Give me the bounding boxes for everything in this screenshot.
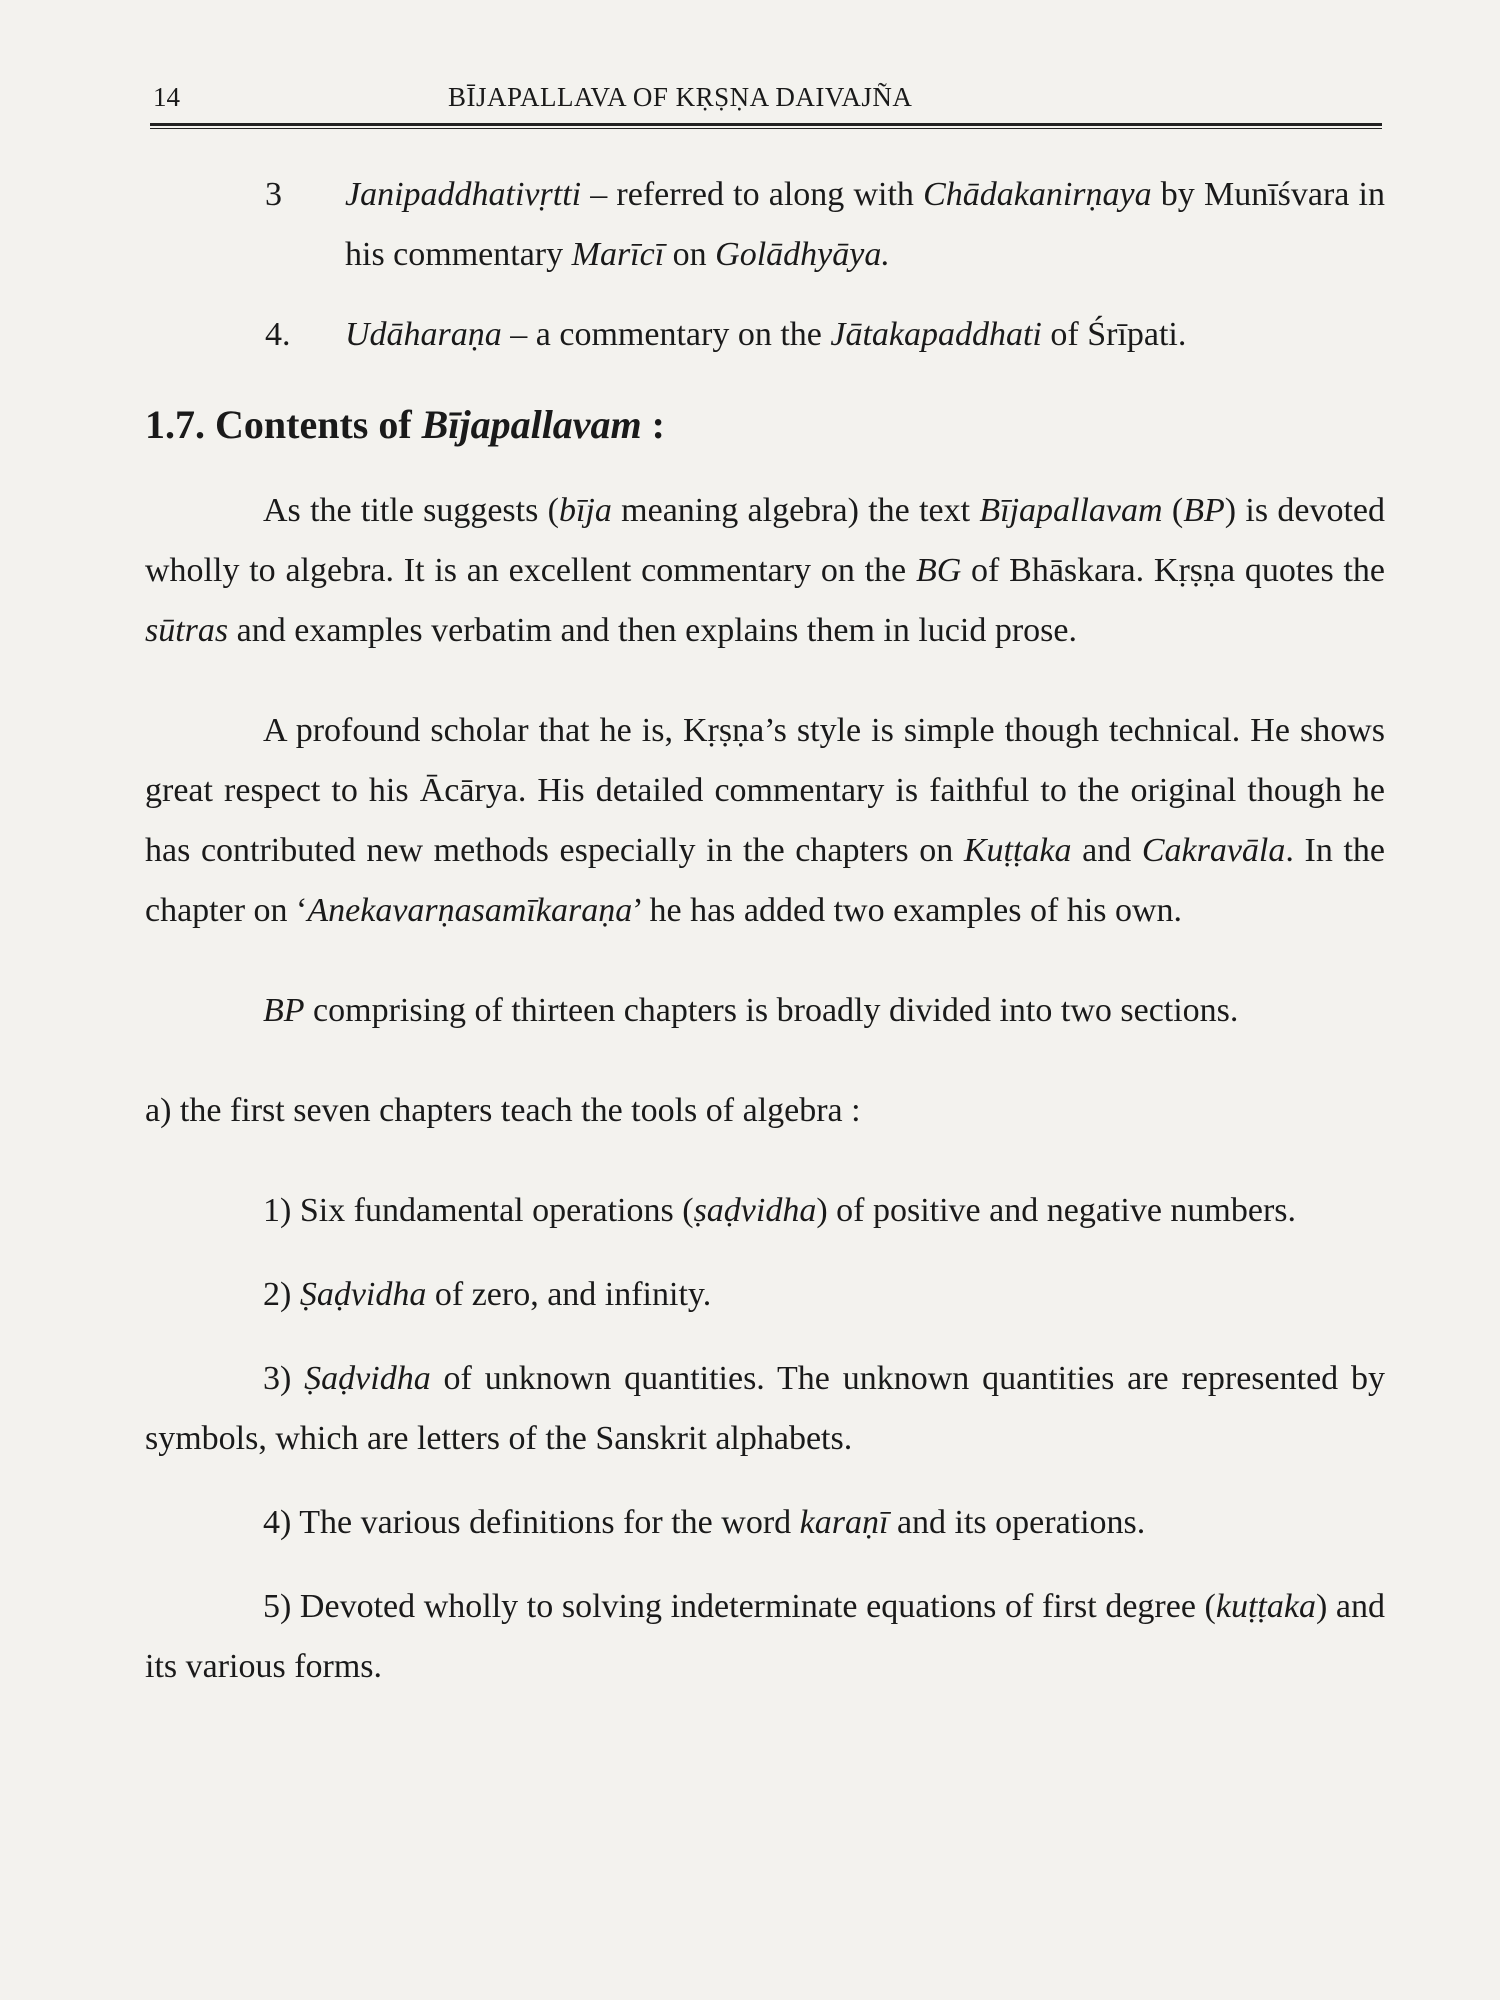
text: and its operations. [888,1504,1146,1541]
text: . In the chapter on ‘ [145,832,1385,929]
text: 4) The various definitions for the word [263,1504,800,1541]
text-italic: bīja [558,492,612,529]
numbered-point [145,1349,1385,1469]
text: ) is devoted wholly to algebra. It is an excellent commentary on the [145,492,1385,589]
page-header [153,82,1380,122]
text: – a commentary on the [501,316,831,353]
text: ) and its various forms. [145,1588,1385,1685]
work-title: Janipaddhativṛtti [345,176,582,213]
work-title: Jātakapaddhati [830,316,1042,353]
text: 5) Devoted wholly to solving indeterminate equations of first degree ( [263,1588,1216,1625]
text: A profound scholar that he is, Kṛṣṇa’s style is simple though technical. He shows great respect to his Ācārya. His detailed commentary is faithful to the original though he has contributed new methods especially in the chapters on [145,712,1385,869]
work-title: Chādakanirṇaya [923,176,1152,213]
list-number: 3 [265,176,282,213]
heading-italic: Bījapallavam [421,402,642,447]
text-italic: Bījapallavam [979,492,1163,529]
work-title: Golādhyāya. [715,236,890,273]
text: comprising of thirteen chapters is broadly divided into two sections. [304,992,1239,1029]
paragraph [145,701,1385,941]
work-title: Udāharaṇa [345,316,502,353]
heading-text: : [641,402,665,447]
text-italic: Ṣaḍvidha [304,1360,431,1397]
text: of unknown quantities. The unknown quantities are represented by symbols, which are letters of the Sanskrit alphabets. [145,1360,1386,1457]
text: on [664,236,716,273]
text-italic: BP [263,992,305,1029]
text: by Munīśvara in his commentary [345,176,1386,273]
section-heading [145,395,1385,455]
work-title: Marīcī [571,236,665,273]
header-rule [150,123,1382,129]
text: ) of positive and negative numbers. [816,1192,1296,1229]
list-number: 4. [265,316,291,353]
text-italic: BG [915,552,962,589]
heading-text: 1.7. Contents of [145,402,422,447]
text: meaning algebra) the text [611,492,980,529]
text-italic: BP [1183,492,1225,529]
text-italic: kuṭṭaka [1215,1588,1316,1625]
paragraph [145,981,1385,1041]
text-italic: ṣaḍvidha [693,1192,817,1229]
text-italic: Anekavarṇasamīkaraṇa [307,892,633,929]
list-item [145,165,1385,285]
text: ’ he has added two examples of his own. [632,892,1183,929]
numbered-point [145,1181,1385,1241]
list-item [145,305,1385,365]
text: of zero, and infinity. [426,1276,712,1313]
page-number: 14 [153,82,180,112]
numbered-point [145,1493,1385,1553]
text-italic: sūtras [145,612,229,649]
text: As the title suggests ( [263,492,559,529]
text-italic: Kuṭṭaka [963,832,1072,869]
page-body [145,165,1385,1721]
numbered-point [145,1265,1385,1325]
text: 2) [263,1276,300,1313]
numbered-point [145,1577,1385,1697]
text: ( [1162,492,1184,529]
paragraph: a) the first seven chapters teach the tools of algebra : [145,1092,861,1129]
paragraph [145,481,1385,661]
text: of Śrīpati. [1041,316,1187,353]
text: and examples verbatim and then explains them in lucid prose. [228,612,1077,649]
text-italic: Ṣaḍvidha [299,1276,427,1313]
text-italic: Cakravāla [1141,832,1286,869]
running-title: BĪJAPALLAVA OF KṚṢṆA DAIVAJÑA [448,82,913,112]
text: and [1071,832,1142,869]
text: – referred to along with [581,176,924,213]
text: of Bhāskara. Kṛṣṇa quotes the [961,552,1385,589]
text: 1) Six fundamental operations ( [263,1192,694,1229]
text-italic: karaṇī [799,1504,889,1541]
text: 3) [263,1360,305,1397]
